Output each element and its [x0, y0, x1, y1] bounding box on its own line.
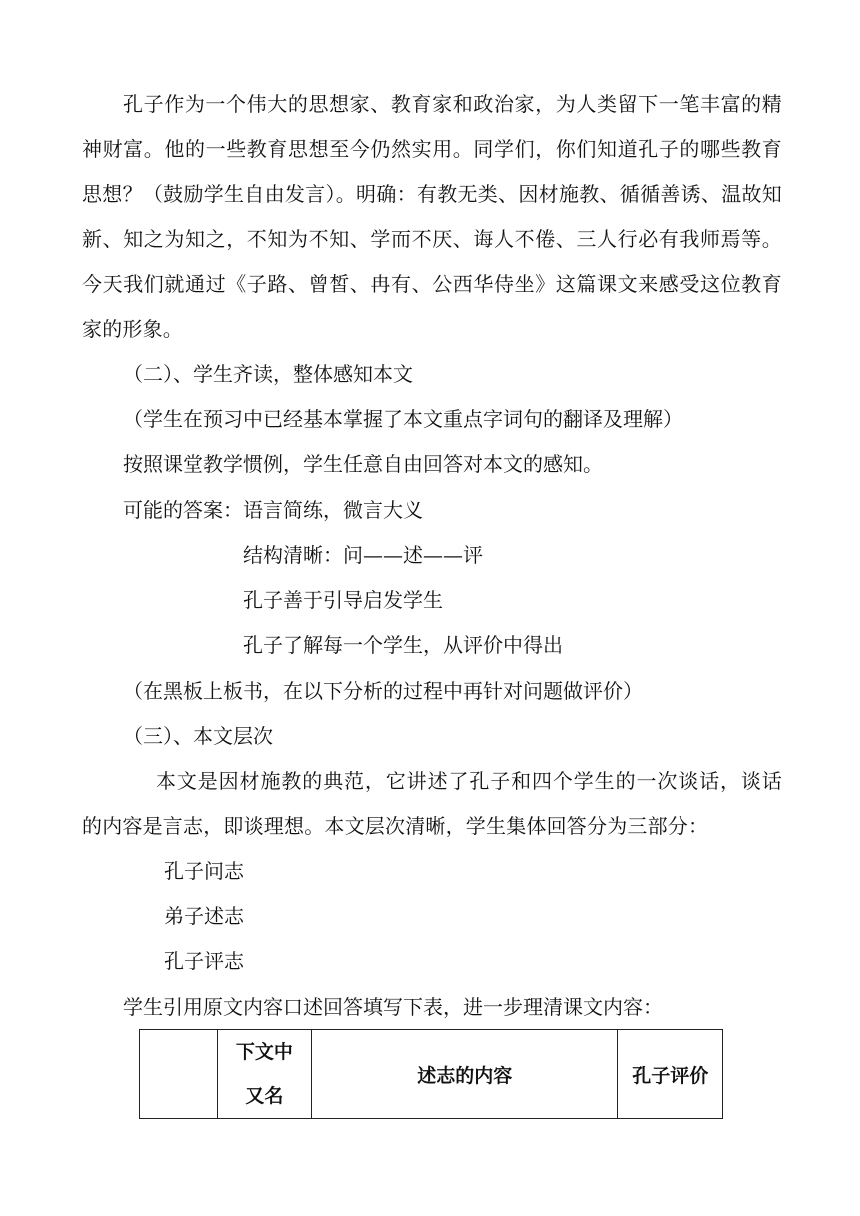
table-header-content: 述志的内容: [312, 1030, 618, 1119]
table-cell-blank: [140, 1030, 218, 1119]
board-note: （在黑板上板书，在以下分析的过程中再针对问题做评价）: [123, 679, 643, 703]
table-header-alias: [217, 1030, 312, 1119]
answer-item: 孔子善于引导启发学生: [243, 588, 443, 612]
part-item: 弟子述志: [164, 904, 244, 928]
section3-heading: （三）、本文层次: [123, 724, 273, 748]
table-header-evaluation: 孔子评价: [618, 1030, 723, 1119]
table-row: [140, 1030, 723, 1119]
section3-paragraph: 本文是因材施教的典范，它讲述了孔子和四个学生的一次谈话，谈话的内容是言志，即谈理想。本文层次清晰，学生集体回答分为三部分：: [82, 769, 782, 838]
section2-note: （学生在预习中已经基本掌握了本文重点字词句的翻译及理解）: [123, 407, 683, 431]
answers-label: 可能的答案：: [123, 498, 243, 522]
answer-item: 孔子了解每一个学生，从评价中得出: [243, 633, 563, 657]
table-header-alias-line2: 又名: [245, 1085, 284, 1107]
part-item: 孔子评志: [164, 949, 244, 973]
intro-paragraph: 孔子作为一个伟大的思想家、教育家和政治家，为人类留下一笔丰富的精神财富。他的一些教育思想至今仍然实用。同学们，你们知道孔子的哪些教育思想？（鼓励学生自由发言）。明确：有教无类、因材施教、循循善诱、温故知新、知之为知之，不知为不知、学而不厌、诲人不倦、三人行必有我师焉等。今天我们就通过《子路、曾皙、冉有、公西华侍坐》这篇课文来感受这位教育家的形象。: [82, 92, 782, 341]
summary-table: [139, 1029, 723, 1119]
table-header-alias-line1: 下文中: [235, 1041, 293, 1063]
part-item: 孔子问志: [164, 859, 244, 883]
answer-item: 语言简练，微言大义: [243, 498, 423, 522]
table-intro: 学生引用原文内容口述回答填写下表，进一步理清课文内容：: [123, 995, 663, 1019]
section2-instruction: 按照课堂教学惯例，学生任意自由回答对本文的感知。: [123, 452, 603, 476]
section2-heading: （二）、学生齐读，整体感知本文: [123, 362, 413, 386]
answer-item: 结构清晰：问——述——评: [243, 543, 483, 567]
